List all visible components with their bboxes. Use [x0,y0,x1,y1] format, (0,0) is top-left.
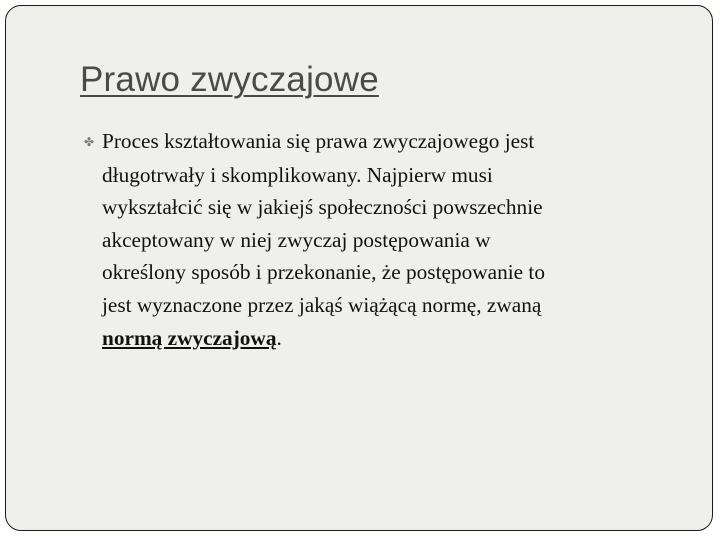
paragraph-line-1 [84,125,664,159]
slide [5,5,713,531]
emphasized-term: normą zwyczajową [102,325,277,350]
paragraph-line-1-text: Proces kształtowania się prawa zwyczajowego jest [102,129,535,153]
paragraph-line-6: jest wyznaczone przez jakąś wiążącą normę, zwaną [102,292,542,317]
bullet-paragraph [84,125,664,354]
sun-bullet-icon: ✤ [84,135,95,149]
slide-title: Prawo zwyczajowe [80,60,379,99]
paragraph-end: . [276,325,282,350]
paragraph-line-5: określony sposób i przekonanie, że postępowanie to [102,260,545,285]
paragraph-line-2: długotrwały i skomplikowany. Najpierw musi [102,162,493,187]
paragraph-line-4: akceptowany w niej zwyczaj postępowania w [102,227,491,252]
paragraph-line-3: wykształcić się w jakiejś społeczności powszechnie [102,195,543,220]
paragraph-line-7 [84,322,664,355]
